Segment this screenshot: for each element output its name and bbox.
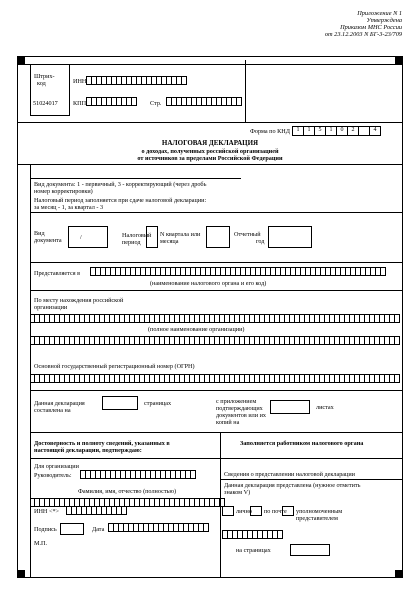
info-label: Сведения о представлении налоговой декларации xyxy=(224,471,355,478)
authorized-label-2: представителем xyxy=(296,515,338,522)
attach-label-2: подтверждающих xyxy=(216,405,263,412)
page-label: Стр. xyxy=(150,100,162,107)
barcode-label-2: код xyxy=(37,80,46,87)
org-name-cells-2[interactable] xyxy=(30,336,400,345)
for-organization-label: Для организации xyxy=(34,463,79,470)
grid-line xyxy=(30,432,403,433)
appendix-number: Приложение N 1 xyxy=(357,10,402,17)
authority-cells[interactable] xyxy=(90,267,386,276)
barcode-box xyxy=(30,64,70,116)
signature-label: Подпись xyxy=(34,526,57,533)
report-year-field[interactable] xyxy=(268,226,312,248)
grid-line xyxy=(220,479,403,480)
grid-line xyxy=(17,164,403,165)
inn-confirm-cells[interactable] xyxy=(66,506,127,515)
authorized-label: уполномоченным xyxy=(296,508,343,515)
kpp-label: КПП xyxy=(73,100,87,107)
tax-period-label-2: период xyxy=(122,239,141,246)
grid-line xyxy=(30,458,403,459)
kpp-cells[interactable] xyxy=(86,97,137,106)
attach-label-4: копий на xyxy=(216,419,240,426)
grid-line xyxy=(17,64,403,65)
approved-label: Утверждена xyxy=(366,17,402,24)
doc-kind-label-2: документа xyxy=(34,237,62,244)
location-label-2: организации xyxy=(34,304,68,311)
grid-line xyxy=(30,178,241,179)
ogrn-cells[interactable] xyxy=(30,374,400,383)
confirm-heading: Достоверность и полноту сведений, указанных в xyxy=(34,440,170,447)
barcode-label: Штрих- xyxy=(34,73,55,80)
period-note-2: за месяц - 1, за квартал - 3 xyxy=(34,204,104,211)
doc-kind-field[interactable] xyxy=(68,226,108,248)
form-knd-digit: 1 xyxy=(326,127,337,135)
inn-cells[interactable] xyxy=(86,76,187,85)
form-knd-label: Форма по КНД xyxy=(250,128,290,135)
order-date: от 23.12.2003 N БГ-3-23/709 xyxy=(324,31,402,38)
personally-checkbox[interactable] xyxy=(222,506,234,516)
head-label: Руководитель: xyxy=(34,472,72,479)
pages-count-field[interactable] xyxy=(102,396,138,410)
form-knd-digit: 4 xyxy=(370,127,381,135)
quarter-label: N квартала или xyxy=(160,231,201,238)
marker-bottom-right xyxy=(395,570,403,578)
declaration-title: НАЛОГОВАЯ ДЕКЛАРАЦИЯ xyxy=(161,139,259,147)
submitted-label-2: знаком V) xyxy=(224,489,251,496)
grid-line xyxy=(30,390,403,391)
tax-period-field[interactable] xyxy=(146,226,158,248)
authorized-checkbox[interactable] xyxy=(282,506,294,516)
inn-confirm-label: ИНН <*> xyxy=(34,508,60,515)
period-note-1: Налоговый период заполняется при сдаче налоговой декларации: xyxy=(34,197,207,204)
marker-bottom-left xyxy=(17,570,25,578)
grid-line xyxy=(30,290,403,291)
post-label: по почте xyxy=(264,508,287,515)
grid-line xyxy=(30,164,31,578)
post-checkbox[interactable] xyxy=(250,506,262,516)
tax-office-heading: Заполняется работником налогового органа xyxy=(240,440,364,447)
marker-top-right xyxy=(395,56,403,64)
grid-line xyxy=(30,262,403,263)
pages-label: страницах xyxy=(144,400,172,407)
doc-kind-slash: / xyxy=(80,234,82,241)
doc-type-note-2: номер корректировки) xyxy=(34,188,93,195)
stamp-label: М.П. xyxy=(34,540,48,547)
report-year-label: Отчетный xyxy=(234,231,261,238)
quarter-label-2: месяца xyxy=(160,238,179,245)
fio-caption: Фамилия, имя, отчество (полностью) xyxy=(78,488,177,495)
date-cells[interactable] xyxy=(108,523,209,532)
quarter-field[interactable] xyxy=(206,226,230,248)
location-label: По месту нахождения российской xyxy=(34,297,124,304)
head-name-cells[interactable] xyxy=(80,470,196,479)
form-knd-digit xyxy=(359,127,370,135)
submitted-label: Данная декларация представлена (нужное отметить xyxy=(224,482,361,489)
form-code: 51024017 xyxy=(33,100,58,107)
composed-label: Данная декларация xyxy=(34,400,85,407)
date-label: Дата xyxy=(92,526,105,533)
page-cells[interactable] xyxy=(166,97,242,106)
confirm-heading-2: настоящей декларации, подтверждаю: xyxy=(34,447,142,454)
doc-kind-label: Вид xyxy=(34,230,45,237)
form-knd-digit: 1 xyxy=(304,127,315,135)
tax-period-label: Налоговый xyxy=(122,232,152,239)
personally-label: лично xyxy=(236,508,252,515)
org-name-cells-1[interactable] xyxy=(30,314,400,323)
composed-label-2: составлена на xyxy=(34,407,71,414)
authority-caption: (наименование налогового органа и его код) xyxy=(150,280,267,287)
grid-line xyxy=(245,60,246,122)
form-knd-digit: 2 xyxy=(348,127,359,135)
attach-label-1: с приложением xyxy=(216,398,257,405)
declaration-subtitle-1: о доходах, полученных российской организацией xyxy=(141,148,279,155)
form-knd-digit: 0 xyxy=(337,127,348,135)
grid-line xyxy=(17,122,403,123)
sheets-count-field[interactable] xyxy=(270,400,310,414)
on-pages-field[interactable] xyxy=(290,544,330,556)
org-name-caption: (полное наименование организации) xyxy=(148,326,245,333)
signature-field[interactable] xyxy=(60,523,84,535)
doc-type-note-1: Вид документа: 1 - первичный, 3 - корректирующий (через дробь xyxy=(34,181,207,188)
declaration-subtitle-2: от источников за пределами Российской Федерации xyxy=(137,155,283,162)
on-pages-label: на страницах xyxy=(236,547,271,554)
fio-cells[interactable] xyxy=(30,498,225,507)
marker-top-left xyxy=(17,56,25,64)
office-cells[interactable] xyxy=(222,530,283,539)
grid-line xyxy=(30,212,403,213)
form-knd-digit: 5 xyxy=(315,127,326,135)
sheets-label: листах xyxy=(316,404,334,411)
ogrn-label: Основной государственный регистрационный номер (ОГРН) xyxy=(34,363,195,370)
inn-label: ИНН xyxy=(73,78,87,85)
form-knd-digit: 1 xyxy=(293,127,304,135)
form-knd-cells xyxy=(292,126,381,136)
order-label: Приказом МНС России xyxy=(340,24,402,31)
attach-label-3: документов или их xyxy=(216,412,266,419)
report-year-label-2: год xyxy=(256,238,265,245)
authority-label: Представляется в xyxy=(34,270,81,277)
